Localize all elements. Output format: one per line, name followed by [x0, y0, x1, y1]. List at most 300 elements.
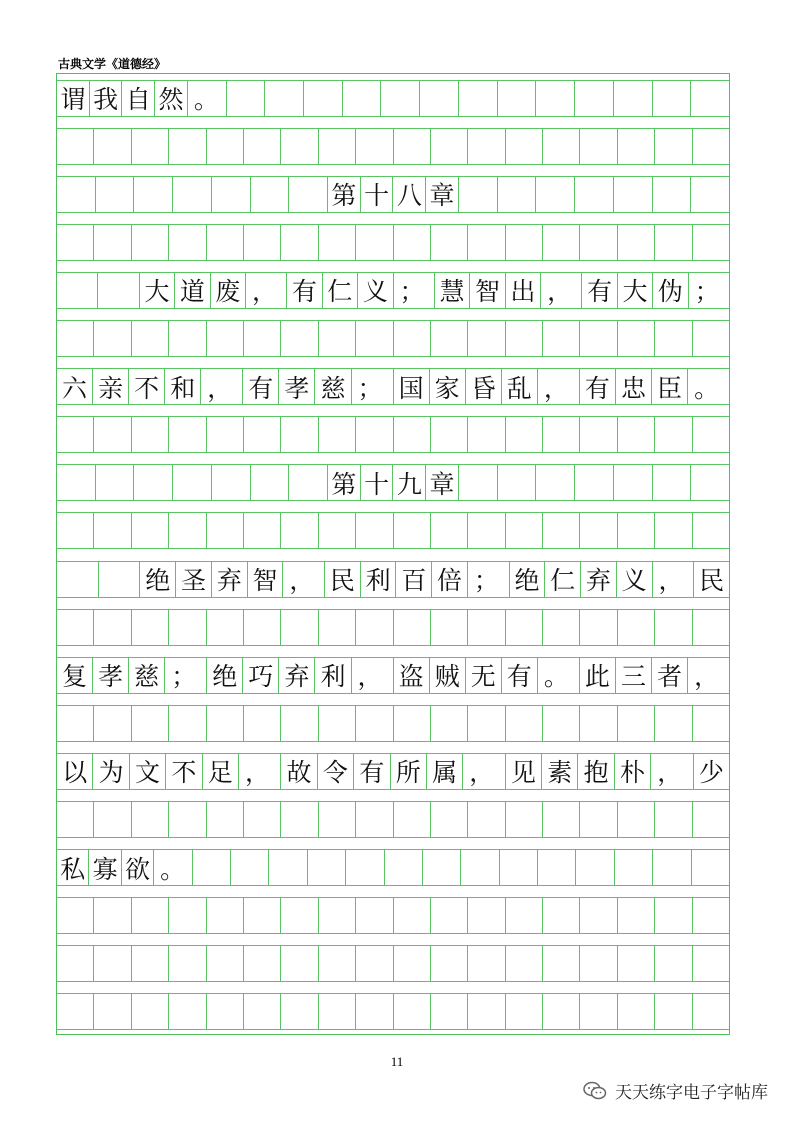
- grid-cell: [431, 801, 468, 838]
- grid-cell: [289, 176, 328, 213]
- grid-cell: [536, 80, 575, 117]
- grid-cell: 臣: [652, 368, 688, 405]
- grid-cell: [420, 80, 459, 117]
- grid-cell: [693, 224, 729, 261]
- grid-cell: 孝: [93, 657, 129, 694]
- grid-cell: ，: [201, 368, 243, 405]
- grid-cell: [506, 993, 543, 1030]
- grid-cell: [319, 224, 356, 261]
- grid-cell: [281, 705, 318, 742]
- grid-cell: [94, 897, 131, 934]
- grid-cell: [618, 897, 655, 934]
- grid-cell: [431, 705, 468, 742]
- practice-grid: [56, 73, 730, 1035]
- grid-cell: 章: [426, 176, 459, 213]
- grid-cell: [538, 849, 576, 886]
- grid-cell: [580, 897, 617, 934]
- grid-cell: [693, 128, 729, 165]
- grid-cell: 有: [354, 753, 390, 790]
- grid-cell: [207, 320, 244, 357]
- grid-cell: [319, 705, 356, 742]
- grid-cell: [506, 945, 543, 982]
- grid-row: [57, 272, 729, 309]
- grid-cell: [693, 897, 729, 934]
- grid-cell: 绝: [140, 561, 176, 598]
- grid-cell: [269, 849, 307, 886]
- grid-cell: [244, 224, 281, 261]
- grid-cell: [506, 416, 543, 453]
- grid-cell: 绝: [510, 561, 546, 598]
- grid-cell: [244, 320, 281, 357]
- grid-cell: [580, 801, 617, 838]
- grid-cell: [169, 128, 206, 165]
- grid-cell: 十: [361, 464, 394, 501]
- grid-row: [57, 368, 729, 405]
- grid-cell: 巧: [243, 657, 279, 694]
- grid-cell: [543, 993, 580, 1030]
- grid-cell: [132, 993, 169, 1030]
- grid-row: [57, 801, 729, 838]
- grid-cell: [173, 176, 212, 213]
- grid-cell: [132, 609, 169, 646]
- grid-cell: [431, 512, 468, 549]
- grid-cell: 有: [287, 272, 322, 309]
- grid-cell: 章: [426, 464, 459, 501]
- grid-cell: 忠: [616, 368, 652, 405]
- grid-cell: 自: [122, 80, 155, 117]
- grid-cell: [506, 609, 543, 646]
- grid-cell: [94, 224, 131, 261]
- grid-cell: 不: [166, 753, 202, 790]
- grid-cell: [580, 416, 617, 453]
- grid-cell: [319, 128, 356, 165]
- grid-cell: [57, 224, 94, 261]
- grid-cell: [655, 993, 692, 1030]
- grid-cell: [343, 80, 382, 117]
- grid-cell: 义: [358, 272, 393, 309]
- grid-cell: [281, 416, 318, 453]
- grid-cell: 慈: [315, 368, 351, 405]
- grid-cell: [536, 464, 575, 501]
- grid-cell: [212, 464, 251, 501]
- grid-cell: 智: [470, 272, 505, 309]
- grid-cell: 我: [90, 80, 123, 117]
- grid-cell: [244, 897, 281, 934]
- grid-cell: [459, 176, 498, 213]
- grid-cell: [655, 512, 692, 549]
- grid-cell: [580, 320, 617, 357]
- grid-cell: [580, 609, 617, 646]
- grid-cell: [251, 464, 290, 501]
- grid-cell: [57, 272, 98, 309]
- grid-cell: 盗: [394, 657, 430, 694]
- grid-cell: [207, 224, 244, 261]
- grid-cell: 亲: [93, 368, 129, 405]
- grid-row: [57, 512, 729, 549]
- grid-cell: [431, 945, 468, 982]
- grid-cell: 百: [396, 561, 432, 598]
- grid-cell: [94, 512, 131, 549]
- grid-cell: [693, 320, 729, 357]
- grid-cell: [385, 849, 423, 886]
- grid-row: [57, 897, 729, 934]
- grid-cell: [356, 512, 393, 549]
- grid-cell: [580, 945, 617, 982]
- grid-cell: ，: [653, 561, 695, 598]
- grid-cell: 令: [318, 753, 354, 790]
- grid-cell: 义: [617, 561, 653, 598]
- grid-cell: [468, 993, 505, 1030]
- grid-cell: [468, 128, 505, 165]
- grid-cell: [319, 897, 356, 934]
- grid-cell: [431, 320, 468, 357]
- grid-cell: ；: [468, 561, 510, 598]
- grid-cell: [319, 993, 356, 1030]
- grid-cell: 家: [430, 368, 466, 405]
- grid-cell: [319, 320, 356, 357]
- grid-cell: [543, 897, 580, 934]
- grid-cell: [57, 561, 99, 598]
- grid-cell: 。: [188, 80, 227, 117]
- grid-row: [57, 753, 729, 790]
- grid-cell: [618, 993, 655, 1030]
- grid-cell: 乱: [502, 368, 538, 405]
- grid-cell: 八: [393, 176, 426, 213]
- grid-cell: [57, 609, 94, 646]
- grid-cell: 十: [361, 176, 394, 213]
- grid-cell: [431, 897, 468, 934]
- grid-cell: 民: [325, 561, 361, 598]
- grid-cell: ，: [541, 272, 582, 309]
- grid-cell: [543, 128, 580, 165]
- grid-cell: 所: [391, 753, 427, 790]
- grid-cell: [653, 80, 692, 117]
- grid-cell: [618, 512, 655, 549]
- grid-cell: [506, 320, 543, 357]
- grid-cell: [693, 512, 729, 549]
- grid-cell: ；: [352, 368, 394, 405]
- grid-cell: [653, 176, 692, 213]
- grid-cell: [536, 176, 575, 213]
- grid-cell: ，: [283, 561, 325, 598]
- grid-cell: [431, 128, 468, 165]
- grid-cell: 欲: [122, 849, 154, 886]
- grid-cell: [132, 801, 169, 838]
- page-header: 古典文学《道德经》: [58, 57, 167, 71]
- grid-cell: 复: [57, 657, 93, 694]
- grid-cell: 不: [129, 368, 165, 405]
- grid-cell: [207, 801, 244, 838]
- grid-cell: [96, 464, 135, 501]
- grid-cell: [693, 416, 729, 453]
- grid-cell: [207, 705, 244, 742]
- grid-cell: [244, 416, 281, 453]
- grid-cell: [169, 512, 206, 549]
- grid-cell: 弃: [581, 561, 617, 598]
- grid-cell: [655, 801, 692, 838]
- grid-cell: [500, 849, 538, 886]
- grid-cell: [614, 464, 653, 501]
- grid-cell: [251, 176, 290, 213]
- grid-cell: [169, 609, 206, 646]
- grid-cell: [207, 945, 244, 982]
- grid-row: [57, 609, 729, 646]
- grid-cell: [319, 945, 356, 982]
- grid-row: [57, 657, 729, 694]
- grid-cell: 私: [57, 849, 89, 886]
- grid-cell: 然: [155, 80, 188, 117]
- grid-cell: [653, 464, 692, 501]
- grid-row: [57, 464, 729, 501]
- grid-cell: ，: [352, 657, 394, 694]
- grid-cell: [94, 416, 131, 453]
- grid-cell: [618, 416, 655, 453]
- grid-cell: [281, 993, 318, 1030]
- grid-cell: [575, 80, 614, 117]
- grid-cell: [57, 801, 94, 838]
- grid-cell: [692, 849, 729, 886]
- grid-cell: [580, 128, 617, 165]
- grid-cell: [346, 849, 384, 886]
- grid-cell: [319, 416, 356, 453]
- grid-cell: [207, 993, 244, 1030]
- grid-cell: [244, 801, 281, 838]
- grid-cell: 倍: [432, 561, 468, 598]
- grid-cell: [57, 416, 94, 453]
- grid-cell: [543, 801, 580, 838]
- grid-row: [57, 561, 729, 598]
- grid-cell: [543, 416, 580, 453]
- grid-cell: [575, 464, 614, 501]
- grid-cell: [227, 80, 266, 117]
- grid-cell: [543, 945, 580, 982]
- grid-cell: [691, 176, 729, 213]
- grid-cell: [356, 705, 393, 742]
- grid-cell: 。: [688, 368, 729, 405]
- grid-cell: [356, 801, 393, 838]
- grid-cell: [381, 80, 420, 117]
- grid-cell: [57, 993, 94, 1030]
- grid-row: [57, 128, 729, 165]
- grid-cell: [319, 512, 356, 549]
- grid-cell: [57, 176, 96, 213]
- watermark: [583, 1078, 768, 1103]
- grid-cell: ，: [463, 753, 505, 790]
- grid-cell: [459, 464, 498, 501]
- wechat-icon: [583, 1081, 607, 1101]
- grid-cell: [431, 416, 468, 453]
- grid-cell: ；: [165, 657, 207, 694]
- grid-cell: 。: [538, 657, 580, 694]
- grid-cell: [281, 897, 318, 934]
- grid-cell: 弃: [279, 657, 315, 694]
- grid-cell: 大: [618, 272, 653, 309]
- grid-cell: [618, 609, 655, 646]
- grid-cell: [207, 128, 244, 165]
- grid-cell: [693, 705, 729, 742]
- grid-cell: [506, 897, 543, 934]
- grid-cell: [655, 609, 692, 646]
- grid-cell: [132, 897, 169, 934]
- grid-cell: [356, 993, 393, 1030]
- grid-cell: [468, 416, 505, 453]
- grid-cell: [618, 705, 655, 742]
- grid-cell: [265, 80, 304, 117]
- grid-cell: 智: [248, 561, 284, 598]
- grid-cell: [132, 705, 169, 742]
- grid-cell: [618, 801, 655, 838]
- grid-cell: [132, 512, 169, 549]
- grid-cell: 慧: [435, 272, 470, 309]
- grid-cell: 者: [652, 657, 688, 694]
- grid-cell: [468, 224, 505, 261]
- grid-cell: [468, 897, 505, 934]
- grid-cell: [614, 176, 653, 213]
- grid-cell: 以: [57, 753, 93, 790]
- grid-cell: [468, 801, 505, 838]
- grid-cell: [618, 320, 655, 357]
- grid-cell: 出: [506, 272, 541, 309]
- grid-cell: ，: [651, 753, 693, 790]
- grid-cell: [169, 705, 206, 742]
- grid-cell: 无: [466, 657, 502, 694]
- grid-cell: ；: [394, 272, 435, 309]
- grid-cell: 第: [328, 464, 361, 501]
- grid-row: [57, 416, 729, 453]
- grid-cell: [94, 945, 131, 982]
- grid-cell: [459, 80, 498, 117]
- grid-cell: 足: [203, 753, 239, 790]
- grid-cell: [289, 464, 328, 501]
- grid-cell: [394, 416, 431, 453]
- grid-cell: [132, 416, 169, 453]
- grid-cell: [94, 993, 131, 1030]
- grid-cell: 抱: [578, 753, 614, 790]
- grid-cell: [394, 897, 431, 934]
- grid-cell: 道: [175, 272, 210, 309]
- grid-cell: [244, 945, 281, 982]
- grid-cell: ，: [246, 272, 287, 309]
- grid-cell: [281, 224, 318, 261]
- page-number: 11: [390, 1054, 404, 1069]
- grid-cell: [461, 849, 499, 886]
- grid-row: [57, 224, 729, 261]
- grid-cell: 素: [542, 753, 578, 790]
- grid-cell: [506, 224, 543, 261]
- grid-cell: [207, 416, 244, 453]
- grid-cell: 利: [315, 657, 351, 694]
- grid-cell: ，: [688, 657, 729, 694]
- grid-cell: [506, 801, 543, 838]
- grid-cell: 六: [57, 368, 93, 405]
- grid-cell: [356, 609, 393, 646]
- grid-cell: 为: [93, 753, 129, 790]
- grid-cell: 大: [140, 272, 175, 309]
- grid-cell: [134, 464, 173, 501]
- grid-cell: [431, 224, 468, 261]
- grid-cell: [498, 80, 537, 117]
- watermark-text: 天天练字电子字帖库: [615, 1083, 768, 1103]
- grid-cell: 利: [361, 561, 397, 598]
- grid-cell: 和: [165, 368, 201, 405]
- grid-cell: [468, 512, 505, 549]
- grid-cell: [94, 609, 131, 646]
- grid-cell: [281, 128, 318, 165]
- grid-cell: [319, 609, 356, 646]
- grid-cell: [468, 945, 505, 982]
- grid-cell: [356, 128, 393, 165]
- grid-cell: [693, 609, 729, 646]
- grid-cell: [96, 176, 135, 213]
- grid-cell: [394, 512, 431, 549]
- grid-cell: ；: [689, 272, 729, 309]
- grid-cell: [244, 609, 281, 646]
- grid-cell: [506, 705, 543, 742]
- grid-cell: [618, 128, 655, 165]
- grid-cell: [655, 224, 692, 261]
- grid-cell: [394, 128, 431, 165]
- grid-cell: [468, 705, 505, 742]
- grid-cell: [356, 320, 393, 357]
- grid-cell: 圣: [176, 561, 212, 598]
- grid-row: [57, 80, 729, 117]
- grid-cell: [281, 609, 318, 646]
- grid-cell: [615, 849, 653, 886]
- grid-cell: [543, 320, 580, 357]
- grid-cell: [655, 416, 692, 453]
- grid-cell: [57, 897, 94, 934]
- grid-cell: 有: [580, 368, 616, 405]
- grid-cell: [543, 512, 580, 549]
- grid-cell: [308, 849, 346, 886]
- grid-cell: [543, 224, 580, 261]
- grid-cell: 九: [393, 464, 426, 501]
- grid-cell: [212, 176, 251, 213]
- grid-cell: [423, 849, 461, 886]
- grid-cell: [207, 897, 244, 934]
- grid-cell: ，: [538, 368, 580, 405]
- grid-cell: [691, 464, 729, 501]
- grid-cell: [614, 80, 653, 117]
- grid-cell: 谓: [57, 80, 90, 117]
- grid-cell: [580, 224, 617, 261]
- grid-cell: [506, 128, 543, 165]
- grid-cell: [57, 705, 94, 742]
- grid-cell: [231, 849, 269, 886]
- grid-cell: 有: [582, 272, 617, 309]
- grid-cell: [394, 705, 431, 742]
- grid-cell: [193, 849, 231, 886]
- grid-row: [57, 993, 729, 1030]
- grid-cell: [356, 224, 393, 261]
- grid-cell: [169, 945, 206, 982]
- grid-cell: 朴: [615, 753, 651, 790]
- grid-cell: [655, 320, 692, 357]
- grid-cell: [655, 128, 692, 165]
- grid-row: [57, 849, 729, 886]
- grid-cell: [281, 320, 318, 357]
- grid-cell: [394, 945, 431, 982]
- grid-cell: [304, 80, 343, 117]
- grid-cell: [57, 320, 94, 357]
- grid-cell: 贼: [430, 657, 466, 694]
- grid-cell: [94, 128, 131, 165]
- grid-cell: [431, 993, 468, 1030]
- grid-cell: [169, 993, 206, 1030]
- grid-cell: [575, 176, 614, 213]
- grid-cell: [281, 512, 318, 549]
- grid-cell: [498, 464, 537, 501]
